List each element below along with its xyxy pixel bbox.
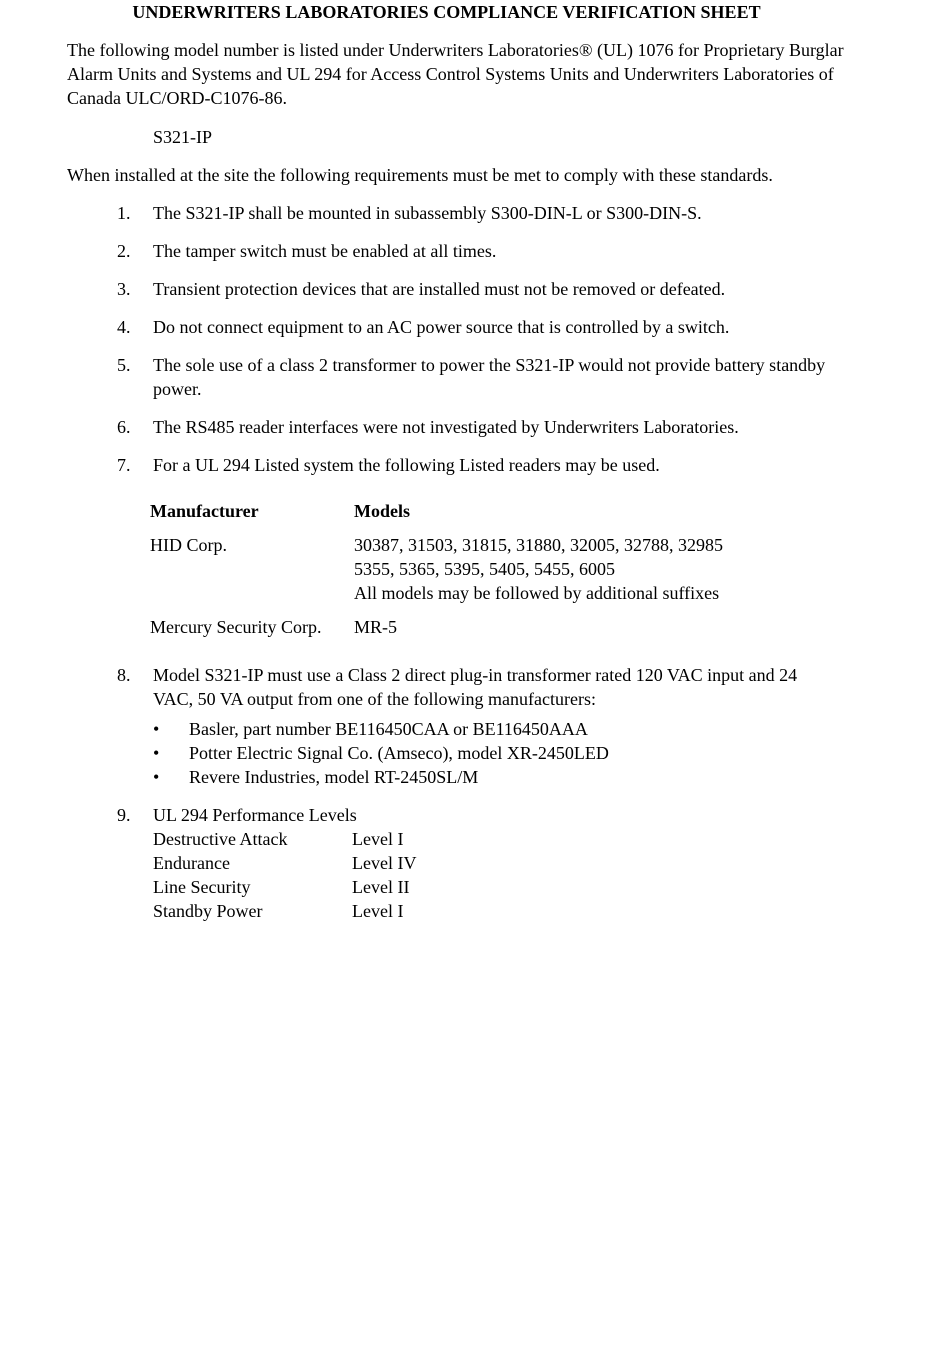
table-row	[150, 615, 723, 649]
list-item	[153, 741, 857, 765]
requirement-item	[117, 663, 857, 789]
requirements-list	[117, 201, 857, 937]
item-number: 5.	[117, 355, 131, 375]
item-text: Transient protection devices that are installed must not be removed or defeated.	[153, 279, 726, 299]
item-text: The tamper switch must be enabled at all times.	[153, 241, 497, 261]
item-number: 4.	[117, 317, 131, 337]
bullet-icon: •	[153, 767, 160, 787]
requirement-item	[117, 277, 857, 301]
item-number: 8.	[117, 665, 131, 685]
table-row	[153, 899, 416, 923]
performance-level: Level II	[352, 877, 410, 897]
item-number: 2.	[117, 241, 131, 261]
item-number: 1.	[117, 203, 131, 223]
transformer-text: Basler, part number BE116450CAA or BE116450AAA	[189, 719, 588, 739]
intro-paragraph: The following model number is listed under Underwriters Laboratories® (UL) 1076 for Proprietary Burglar Alarm Units and Systems and UL 294 for Access Control Systems Units and Underwriters Laboratories of Canada ULC/ORD-C1076-86.	[67, 40, 844, 108]
requirement-item	[117, 315, 857, 339]
requirement-item	[117, 803, 857, 923]
item-text: For a UL 294 Listed system the following Listed readers may be used.	[153, 455, 660, 475]
models-line: All models may be followed by additional suffixes	[354, 583, 720, 603]
model-number: S321-IP	[153, 127, 213, 147]
table-row	[153, 851, 416, 875]
performance-levels-table	[153, 827, 416, 923]
requirements-intro: When installed at the site the following requirements must be met to comply with these standards.	[67, 165, 773, 185]
performance-label: Standby Power	[153, 901, 263, 921]
manufacturer-cell: HID Corp.	[150, 535, 227, 555]
item-text: UL 294 Performance Levels	[153, 805, 357, 825]
performance-level: Level IV	[352, 853, 417, 873]
manufacturer-cell: Mercury Security Corp.	[150, 617, 322, 637]
table-row	[153, 875, 416, 899]
item-text: Do not connect equipment to an AC power source that is controlled by a switch.	[153, 317, 730, 337]
item-text: The sole use of a class 2 transformer to power the S321-IP would not provide battery standby power.	[153, 355, 826, 399]
models-cell	[354, 533, 723, 615]
listed-readers-table	[150, 499, 723, 649]
item-text: The S321-IP shall be mounted in subassembly S300-DIN-L or S300-DIN-S.	[153, 203, 702, 223]
transformer-text: Potter Electric Signal Co. (Amseco), model XR-2450LED	[189, 743, 609, 763]
performance-label: Destructive Attack	[153, 829, 288, 849]
manufacturer-header: Manufacturer	[150, 501, 259, 521]
models-cell	[354, 615, 723, 649]
requirement-item	[117, 415, 857, 439]
performance-level: Level I	[352, 829, 404, 849]
transformer-list	[153, 717, 857, 789]
transformer-text: Revere Industries, model RT-2450SL/M	[189, 767, 479, 787]
bullet-icon: •	[153, 743, 160, 763]
table-row	[150, 533, 723, 615]
models-line: 30387, 31503, 31815, 31880, 32005, 32788, 32985	[354, 535, 723, 555]
item-number: 9.	[117, 805, 131, 825]
requirement-item	[117, 201, 857, 225]
requirement-item	[117, 239, 857, 263]
table-row	[153, 827, 416, 851]
performance-level: Level I	[352, 901, 404, 921]
bullet-icon: •	[153, 719, 160, 739]
item-number: 6.	[117, 417, 131, 437]
performance-label: Line Security	[153, 877, 251, 897]
list-item	[153, 765, 857, 789]
requirement-item	[117, 353, 857, 401]
requirement-item	[117, 453, 857, 649]
document-title: UNDERWRITERS LABORATORIES COMPLIANCE VERIFICATION SHEET	[132, 2, 761, 22]
item-number: 7.	[117, 455, 131, 475]
item-text: The RS485 reader interfaces were not investigated by Underwriters Laboratories.	[153, 417, 739, 437]
list-item	[153, 717, 857, 741]
item-number: 3.	[117, 279, 131, 299]
item-text: Model S321-IP must use a Class 2 direct plug-in transformer rated 120 VAC input and 24 VAC, 50 VA output from one of the following manufacturers:	[153, 665, 798, 709]
models-line: MR-5	[354, 617, 398, 637]
models-header: Models	[354, 501, 410, 521]
models-line: 5355, 5365, 5395, 5405, 5455, 6005	[354, 559, 615, 579]
performance-label: Endurance	[153, 853, 230, 873]
